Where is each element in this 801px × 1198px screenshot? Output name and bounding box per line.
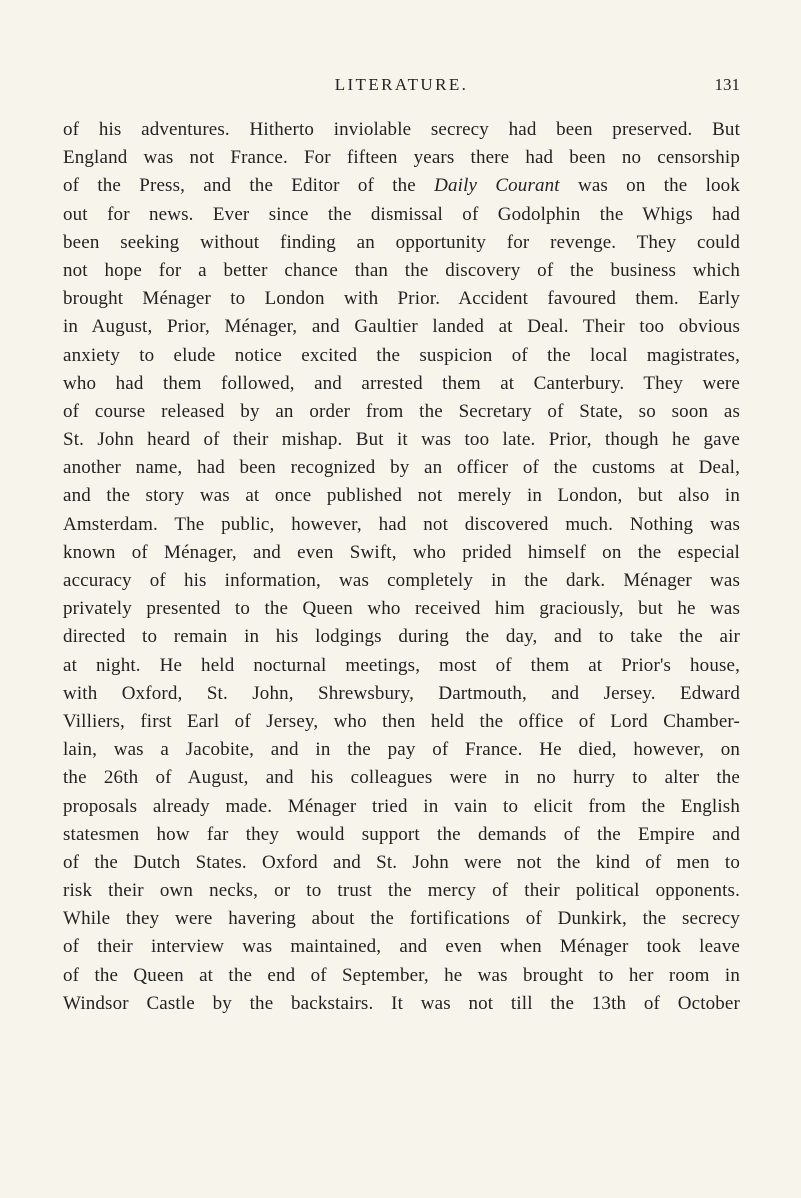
text-line-24: the 26th of August, and his colleagues were in no hurry to alter the xyxy=(63,767,740,789)
text-line-32: Windsor Castle by the backstairs. It was not till the 13th of October xyxy=(63,992,740,1014)
text-line-6: not hope for a better chance than the discovery of the business which xyxy=(63,259,740,281)
text-line-10: who had them followed, and arrested them at Canterbury. They were xyxy=(63,372,740,394)
text-line-31: of the Queen at the end of September, he was brought to her room in xyxy=(63,964,740,986)
text-line-1: of his adventures. Hitherto inviolable secrecy had been preserved. But xyxy=(63,119,740,140)
text-line-3 xyxy=(63,172,740,200)
text-line-13: another name, had been recognized by an officer of the customs at Deal, xyxy=(63,457,740,479)
running-title: LITERATURE. xyxy=(334,75,469,94)
text-line-25: proposals already made. Ménager tried in vain to elicit from the English xyxy=(63,795,740,817)
text-line-17: accuracy of his information, was completely in the dark. Ménager was xyxy=(63,570,740,591)
text-line-12: St. John heard of their mishap. But it was too late. Prior, though he gave xyxy=(63,429,740,451)
text-line-22: Villiers, first Earl of Jersey, who then held the office of Lord Chamber- xyxy=(63,710,740,732)
text-line-15: Amsterdam. The public, however, had not discovered much. Nothing was xyxy=(63,513,740,535)
text-line-20: at night. He held nocturnal meetings, most of them at Prior's house, xyxy=(63,654,740,676)
text-line-3-end: was on the look xyxy=(559,175,740,197)
text-line-5: been seeking without finding an opportunity for revenge. They could xyxy=(63,231,740,253)
body-text xyxy=(63,116,740,1018)
text-line-2: England was not France. For fifteen years there had been no censorship xyxy=(63,147,740,169)
text-line-18: privately presented to the Queen who received him graciously, but he was xyxy=(63,598,740,620)
text-line-23: lain, was a Jacobite, and in the pay of France. He died, however, on xyxy=(63,739,740,761)
text-line-29: While they were havering about the fortifications of Dunkirk, the secrecy xyxy=(63,908,740,930)
text-line-28: risk their own necks, or to trust the mercy of their political opponents. xyxy=(63,880,740,902)
newspaper-title: Daily Courant xyxy=(434,175,560,197)
text-line-19: directed to remain in his lodgings during the day, and to take the air xyxy=(63,626,740,648)
text-line-8: in August, Prior, Ménager, and Gaultier landed at Deal. Their too obvious xyxy=(63,316,740,338)
page-number: 131 xyxy=(714,75,740,94)
text-line-7: brought Ménager to London with Prior. Accident favoured them. Early xyxy=(63,288,740,310)
text-line-26: statesmen how far they would support the demands of the Empire and xyxy=(63,823,740,845)
text-line-9: anxiety to elude notice excited the suspicion of the local magistrates, xyxy=(63,344,740,366)
text-line-14: and the story was at once published not merely in London, but also in xyxy=(63,485,740,507)
text-line-21: with Oxford, St. John, Shrewsbury, Dartmouth, and Jersey. Edward xyxy=(63,682,740,704)
running-head xyxy=(63,74,740,96)
text-line-11: of course released by an order from the Secretary of State, so soon as xyxy=(63,400,740,422)
text-line-30: of their interview was maintained, and even when Ménager took leave xyxy=(63,936,740,958)
text-line-3-start: of the Press, and the Editor of the xyxy=(63,175,435,197)
text-line-27: of the Dutch States. Oxford and St. John were not the kind of men to xyxy=(63,851,740,873)
text-line-16: known of Ménager, and even Swift, who prided himself on the especial xyxy=(63,541,740,563)
text-line-4: out for news. Ever since the dismissal of Godolphin the Whigs had xyxy=(63,203,740,225)
